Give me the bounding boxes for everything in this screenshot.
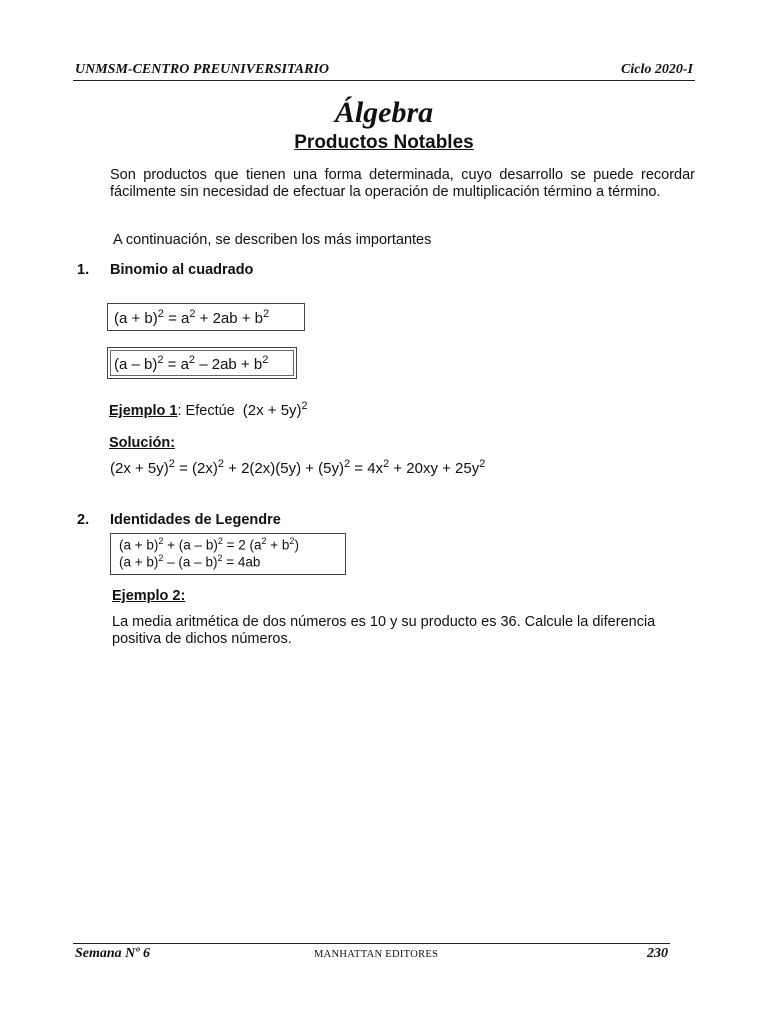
example-1-solution-expression: $(2x + 5y)^2 = (2x)^2 + 2(2x)(5y) + (5y)^2 = 4x^2 + 20xy + 25y^2$	[110, 458, 486, 477]
example-2-text: La media aritmética de dos números es 10 y su producto es 36. Calcule la diferencia positiva de dichos números.	[112, 614, 656, 647]
formula-box-diff-squared	[107, 347, 297, 379]
section-1-number: 1.	[77, 262, 90, 278]
header-cycle: Ciclo 2020-I	[621, 62, 693, 77]
intro-paragraph: Son productos que tienen una forma determinada, cuyo desarrollo se puede recordar fácilmente sin necesidad de efectuar la operación de multiplicación término a término.	[110, 167, 695, 200]
example-1-solution-label: Solución:	[109, 435, 176, 451]
intro-sentence: A continuación, se describen los más importantes	[113, 232, 432, 248]
footer-week: Semana Nº 6	[75, 946, 150, 961]
example-1-label: Ejemplo 1	[109, 403, 178, 419]
footer-page-number: 230	[647, 946, 668, 961]
footer-publisher: MANHATTAN EDITORES	[314, 949, 439, 960]
page-subtitle: Productos Notables	[294, 132, 474, 153]
formula-diff-squared: $(a - b)^2 = a^2 - 2ab + b^2$	[114, 354, 269, 373]
formula-box-legendre	[110, 533, 346, 575]
legendre-identity-2: $(a + b)^2 - (a - b)^2 = 4ab$	[119, 553, 261, 570]
example-1-text: : Efectúe	[177, 403, 235, 419]
example-1	[109, 400, 308, 419]
example-1-expression: $(2x + 5y)^2$	[242, 400, 308, 419]
formula-sum-squared: $(a + b)^2 = a^2 + 2ab + b^2$	[114, 308, 270, 327]
section-1-title: Binomio al cuadrado	[110, 262, 254, 278]
page-title: Álgebra	[334, 96, 434, 129]
formula-box-sum-squared	[107, 303, 305, 331]
footer-rule	[73, 943, 670, 944]
legendre-identity-1: $(a + b)^2 + (a - b)^2 = 2$ $(a^2 + b^2)$	[119, 536, 299, 553]
header-institution: UNMSM-CENTRO PREUNIVERSITARIO	[75, 62, 330, 77]
section-2-title: Identidades de Legendre	[110, 512, 281, 528]
header-rule	[73, 80, 695, 81]
section-2-number: 2.	[77, 512, 90, 528]
example-2-label: Ejemplo 2:	[112, 588, 186, 604]
